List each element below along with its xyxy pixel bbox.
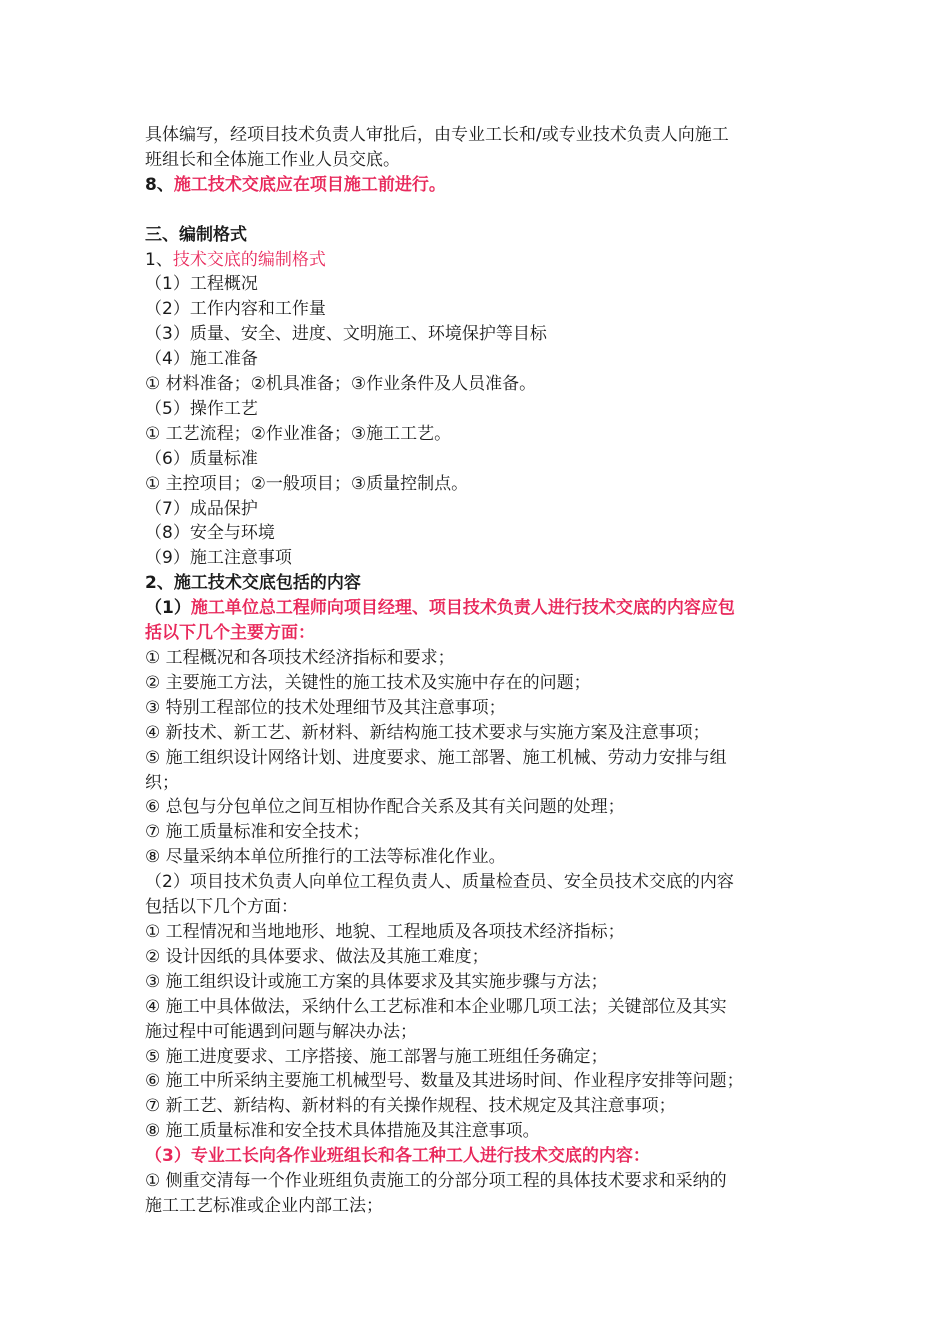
list-item: （9）施工注意事项 bbox=[145, 548, 292, 569]
highlighted-text: 施工技术交底应在项目施工前进行。 bbox=[173, 174, 446, 195]
list-item: 施过程中可能遇到问题与解决办法； bbox=[145, 1021, 417, 1042]
highlighted-paragraph bbox=[145, 596, 815, 621]
list-item: ⑧ 施工质量标准和安全技术具体措施及其注意事项。 bbox=[145, 1121, 540, 1142]
list-item: ① 材料准备；②机具准备；③作业条件及人员准备。 bbox=[145, 374, 537, 395]
subsection-heading bbox=[145, 248, 815, 273]
list-item: ⑧ 尽量采纳本单位所推行的工法等标准化作业。 bbox=[145, 847, 506, 868]
list-item: （2）工作内容和工作量 bbox=[145, 299, 326, 320]
item-number: 8、 bbox=[145, 174, 174, 195]
list-item: ⑥ 总包与分包单位之间互相协作配合关系及其有关问题的处理； bbox=[145, 797, 625, 818]
blank-line bbox=[145, 198, 815, 223]
list-item: ② 设计因纸的具体要求、做法及其施工难度； bbox=[145, 946, 489, 967]
subsection-heading: 2、施工技术交底包括的内容 bbox=[145, 573, 361, 594]
list-item: ③ 特别工程部位的技术处理细节及其注意事项； bbox=[145, 697, 506, 718]
paragraph-line: 包括以下几个方面： bbox=[145, 897, 298, 918]
list-item: ⑦ 新工艺、新结构、新材料的有关操作规程、技术规定及其注意事项； bbox=[145, 1096, 676, 1117]
list-item: ① 工程概况和各项技术经济指标和要求； bbox=[145, 648, 455, 669]
list-item: ⑤ 施工组织设计网络计划、进度要求、施工部署、施工机械、劳动力安排与组 bbox=[145, 747, 727, 768]
text-line: 班组长和全体施工作业人员交底。 bbox=[145, 149, 400, 170]
list-item: （3）质量、安全、进度、文明施工、环境保护等目标 bbox=[145, 324, 547, 345]
list-item: ① 主控项目；②一般项目；③质量控制点。 bbox=[145, 473, 469, 494]
list-item: （8）安全与环境 bbox=[145, 523, 275, 544]
list-item: ⑦ 施工质量标准和安全技术； bbox=[145, 822, 370, 843]
highlighted-heading: （3）专业工长向各作业班组长和各工种工人进行技术交底的内容： bbox=[145, 1146, 650, 1167]
text-line: 具体编写，经项目技术负责人审批后，由专业工长和/或专业技术负责人向施工 bbox=[145, 125, 729, 145]
item-number: 1、 bbox=[145, 249, 173, 270]
list-item: ④ 新技术、新工艺、新材料、新结构施工技术要求与实施方案及注意事项； bbox=[145, 722, 710, 743]
list-item: ① 侧重交清每一个作业班组负责施工的分部分项工程的具体技术要求和采纳的 bbox=[145, 1171, 727, 1192]
highlighted-text: 技术交底的编制格式 bbox=[172, 249, 326, 270]
list-item: ⑤ 施工进度要求、工序搭接、施工部署与施工班组任务确定； bbox=[145, 1046, 608, 1067]
highlighted-text: 施工单位总工程师向项目经理、项目技术负责人进行技术交底的内容应包 bbox=[190, 598, 735, 619]
list-item: ① 工艺流程；②作业准备；③施工工艺。 bbox=[145, 423, 452, 444]
list-item: ③ 施工组织设计或施工方案的具体要求及其实施步骤与方法； bbox=[145, 971, 608, 992]
list-item: （6）质量标准 bbox=[145, 448, 258, 469]
item-8-line bbox=[145, 173, 815, 198]
document-page bbox=[145, 123, 815, 1219]
list-item: ④ 施工中具体做法，采纳什么工艺标准和本企业哪几项工法；关键部位及其实 bbox=[145, 996, 727, 1017]
list-item: （5）操作工艺 bbox=[145, 398, 258, 419]
list-item: ① 工程情况和当地地形、地貌、工程地质及各项技术经济指标； bbox=[145, 921, 625, 942]
list-item: ⑥ 施工中所采纳主要施工机械型号、数量及其进场时间、作业程序安排等问题； bbox=[145, 1071, 744, 1092]
list-item: （1）工程概况 bbox=[145, 274, 258, 295]
item-number: （1） bbox=[145, 598, 191, 619]
list-item: 施工工艺标准或企业内部工法； bbox=[145, 1195, 383, 1216]
list-item: 织； bbox=[145, 772, 179, 793]
list-item: （7）成品保护 bbox=[145, 498, 258, 519]
paragraph-line: （2）项目技术负责人向单位工程负责人、质量检查员、安全员技术交底的内容 bbox=[145, 872, 734, 893]
list-item: ② 主要施工方法，关键性的施工技术及实施中存在的问题； bbox=[145, 672, 591, 693]
list-item: （4）施工准备 bbox=[145, 349, 258, 370]
highlighted-text: 括以下几个主要方面： bbox=[145, 623, 315, 644]
section-heading: 三、编制格式 bbox=[145, 224, 247, 245]
